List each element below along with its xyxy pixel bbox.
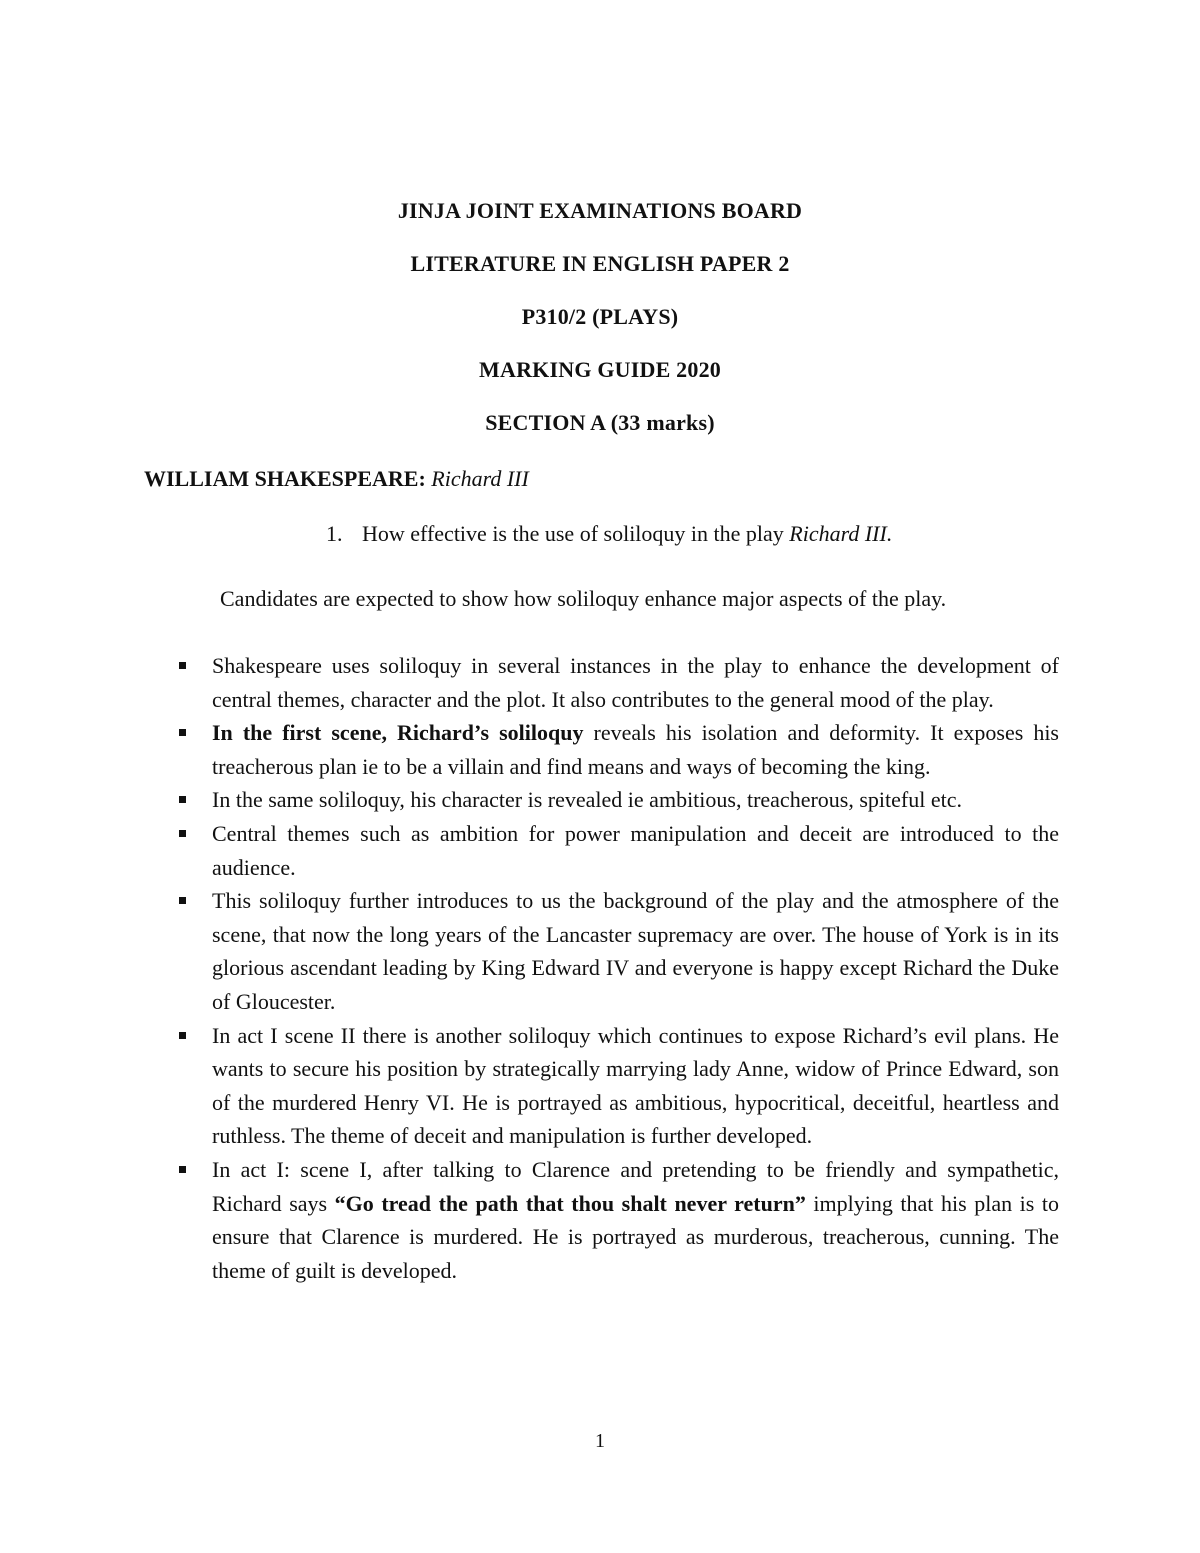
play-title: Richard III: [431, 466, 529, 491]
bullet-square-icon: [179, 796, 186, 803]
bullet-square-icon: [179, 662, 186, 669]
bullet-square-icon: [179, 1166, 186, 1173]
intro-paragraph: [212, 582, 1059, 616]
bullet-text: Shakespeare uses soliloquy in several instances in the play to enhance the development of central themes, character and the plot. It also contributes to the general mood of the play.: [212, 653, 1059, 712]
marking-guide-heading: MARKING GUIDE 2020: [479, 357, 721, 382]
answer-bullet-list: [0, 649, 1200, 1287]
list-item: [212, 1153, 1059, 1287]
bullet-text: In the same soliloquy, his character is revealed ie ambitious, treacherous, spiteful etc.: [212, 787, 962, 813]
paper-heading: LITERATURE IN ENGLISH PAPER 2: [410, 251, 790, 276]
bullet-quote: “Go tread the path that thou shalt never return”: [334, 1190, 806, 1216]
bullet-text: This soliloquy further introduces to us the background of the play and the atmosphere of the scene, that now the long years of the Lancaster supremacy are over. The house of York is in its glorious ascendant leading by King Edward IV and everyone is happy except Richard the Duke of Gloucester.: [212, 888, 1059, 1014]
board-heading: JINJA JOINT EXAMINATIONS BOARD: [397, 198, 803, 223]
bullet-square-icon: [179, 897, 186, 904]
paper-code-heading: P310/2 (PLAYS): [521, 304, 679, 329]
intro-text: Candidates are expected to show how soliloquy enhance major aspects of the play.: [220, 586, 947, 611]
bullet-text: In act I scene II there is another soliloquy which continues to expose Richard’s evil plans. He wants to secure his position by strategically marrying lady Anne, widow of Prince Edward, son of the murdered Henry VI. He is portrayed as ambitious, hypocritical, deceitful, heartless and ruthless. The theme of deceit and manipulation is further developed.: [212, 1022, 1059, 1149]
list-item: [212, 884, 1059, 1018]
question-play-title: Richard III.: [789, 521, 893, 546]
question-number: 1.: [326, 521, 343, 546]
list-item: [212, 716, 1059, 783]
author-name: WILLIAM SHAKESPEARE:: [144, 466, 426, 491]
bullet-text: implying that his plan is to ensure that Clarence is murdered. He is portrayed as murderous, treacherous, cunning. The theme of guilt is developed.: [212, 1190, 1059, 1283]
list-item: [212, 783, 1059, 817]
author-line: [144, 466, 529, 492]
section-heading: SECTION A (33 marks): [485, 410, 715, 435]
list-item: [212, 1019, 1059, 1153]
list-item: [212, 817, 1059, 884]
bullet-text: Central themes such as ambition for power manipulation and deceit are introduced to the audience.: [212, 820, 1059, 880]
question-1: [326, 521, 892, 547]
bullet-square-icon: [179, 830, 186, 837]
bullet-square-icon: [179, 1032, 186, 1039]
question-text: How effective is the use of soliloquy in the play: [362, 521, 790, 546]
bullet-lead: In the first scene, Richard’s soliloquy: [212, 720, 584, 746]
bullet-pre-text: In act I: scene I, after talking to Clarence and pretending to be friendly and sympathetic, Richard says: [212, 1156, 1059, 1216]
bullet-text: reveals his isolation and deformity. It exposes his treacherous plan ie to be a villain and find means and ways of becoming the king.: [212, 720, 1059, 779]
page-number: 1: [595, 1430, 605, 1452]
bullet-square-icon: [179, 729, 186, 736]
list-item: [212, 649, 1059, 716]
